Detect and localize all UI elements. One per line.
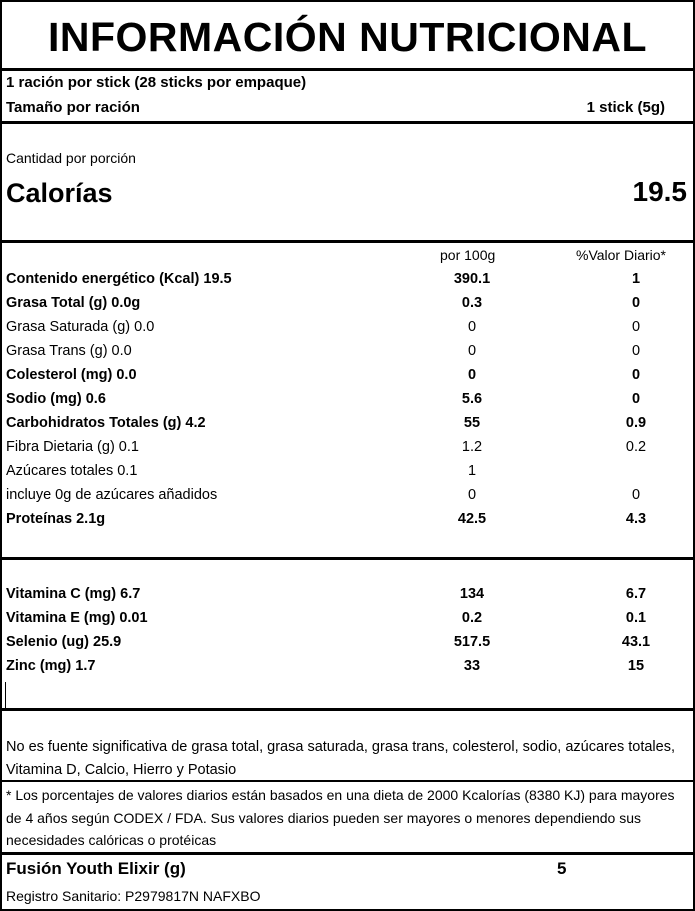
nutrient-row <box>2 391 693 415</box>
not-significant-note: No es fuente significativa de grasa total, grasa saturada, grasa trans, colesterol, sodio, azúcares totales, Vitamina D, Calcio, Hierro y Potasio <box>6 739 675 778</box>
vitamin-row <box>2 610 693 634</box>
nutrient-row <box>2 463 693 487</box>
product-amount: 5 <box>557 859 567 878</box>
vitamin-per100: 517.5 <box>453 634 491 650</box>
nutrient-row <box>2 487 693 511</box>
nutrient-per100: 0 <box>467 319 477 335</box>
nutrient-name: Grasa Saturada (g) 0.0 <box>6 319 155 335</box>
col-header-per100g: por 100g <box>440 247 496 263</box>
nutrient-row <box>2 439 693 463</box>
divider <box>2 240 693 243</box>
nutrient-dv: 4.3 <box>625 511 647 527</box>
nutrient-dv: 0.9 <box>625 415 647 431</box>
nutrient-name: Carbohidratos Totales (g) 4.2 <box>6 415 206 431</box>
vitamin-dv: 43.1 <box>621 634 651 650</box>
nutrient-per100: 0 <box>467 343 477 359</box>
serving-count: 1 ración por stick (28 sticks por empaque) <box>6 74 307 91</box>
vitamin-name: Selenio (ug) 25.9 <box>6 634 122 650</box>
serving-size-value: 1 stick (5g) <box>586 99 665 116</box>
nutrient-row <box>2 415 693 439</box>
nutrient-name: Contenido energético (Kcal) 19.5 <box>6 271 232 287</box>
nutrient-name: Grasa Total (g) 0.0g <box>6 295 141 311</box>
vitamin-dv: 0.1 <box>625 610 647 626</box>
vitamin-name: Zinc (mg) 1.7 <box>6 658 96 674</box>
vitamin-row <box>2 586 693 610</box>
vitamin-dv: 6.7 <box>625 586 647 602</box>
nutrient-name: Proteínas 2.1g <box>6 511 106 527</box>
nutrient-name: Colesterol (mg) 0.0 <box>6 367 137 383</box>
nutrient-dv: 0 <box>631 295 641 311</box>
nutrient-per100: 1.2 <box>461 439 483 455</box>
amount-per-serving: Cantidad por porción <box>6 150 136 166</box>
nutrient-dv: 0 <box>631 367 641 383</box>
nutrient-name: Sodio (mg) 0.6 <box>6 391 106 407</box>
nutrient-dv: 0 <box>631 391 641 407</box>
nutrient-per100: 5.6 <box>461 391 483 407</box>
vitamin-name: Vitamina E (mg) 0.01 <box>6 610 148 626</box>
nutrient-row <box>2 319 693 343</box>
nutrient-row <box>2 511 693 535</box>
divider <box>2 852 693 855</box>
divider <box>2 557 693 560</box>
vitamin-per100: 33 <box>463 658 481 674</box>
nutrient-per100: 42.5 <box>457 511 487 527</box>
nutrient-per100: 0 <box>467 487 477 503</box>
product-name: Fusión Youth Elixir (g) <box>6 859 186 878</box>
calories-label: Calorías <box>6 178 113 208</box>
nutrient-row <box>2 367 693 391</box>
vitamin-per100: 0.2 <box>461 610 483 626</box>
nutrient-name: Azúcares totales 0.1 <box>6 463 138 479</box>
vitamin-row <box>2 658 693 682</box>
vitamin-per100: 134 <box>459 586 485 602</box>
divider <box>2 780 693 782</box>
nutrient-per100: 55 <box>463 415 481 431</box>
nutrient-dv: 0 <box>631 487 641 503</box>
nutrient-per100: 1 <box>467 463 477 479</box>
divider <box>2 708 693 711</box>
vitamin-dv: 15 <box>627 658 645 674</box>
nutrient-per100: 390.1 <box>453 271 491 287</box>
nutrient-row <box>2 271 693 295</box>
sanitary-registry: Registro Sanitario: P2979817N NAFXBO <box>6 888 261 904</box>
col-header-daily-value: %Valor Diario* <box>576 247 666 263</box>
nutrient-row <box>2 295 693 319</box>
serving-size-label: Tamaño por ración <box>6 99 140 116</box>
nutrient-dv: 0 <box>631 343 641 359</box>
nutrient-per100: 0.3 <box>461 295 483 311</box>
nutrient-dv: 0 <box>631 319 641 335</box>
daily-value-footnote: * Los porcentajes de valores diarios están basados en una dieta de 2000 Kcalorías (8380 KJ) para mayores de 4 años según CODEX / FDA. Sus valores diarios pueden ser mayores o menores dependiendo sus necesidades calóricas o protéicas <box>6 787 675 848</box>
divider <box>5 682 6 708</box>
nutrient-name: Grasa Trans (g) 0.0 <box>6 343 132 359</box>
divider <box>2 121 693 124</box>
nutrient-name: Fibra Dietaria (g) 0.1 <box>6 439 139 455</box>
label-title: INFORMACIÓN NUTRICIONAL <box>2 2 693 71</box>
vitamin-name: Vitamina C (mg) 6.7 <box>6 586 141 602</box>
calories-value: 19.5 <box>632 176 687 207</box>
nutrient-dv: 1 <box>631 271 641 287</box>
vitamin-row <box>2 634 693 658</box>
nutrient-name: incluye 0g de azúcares añadidos <box>6 487 218 503</box>
nutrient-row <box>2 343 693 367</box>
nutrient-per100: 0 <box>467 367 477 383</box>
nutrient-dv: 0.2 <box>625 439 647 455</box>
